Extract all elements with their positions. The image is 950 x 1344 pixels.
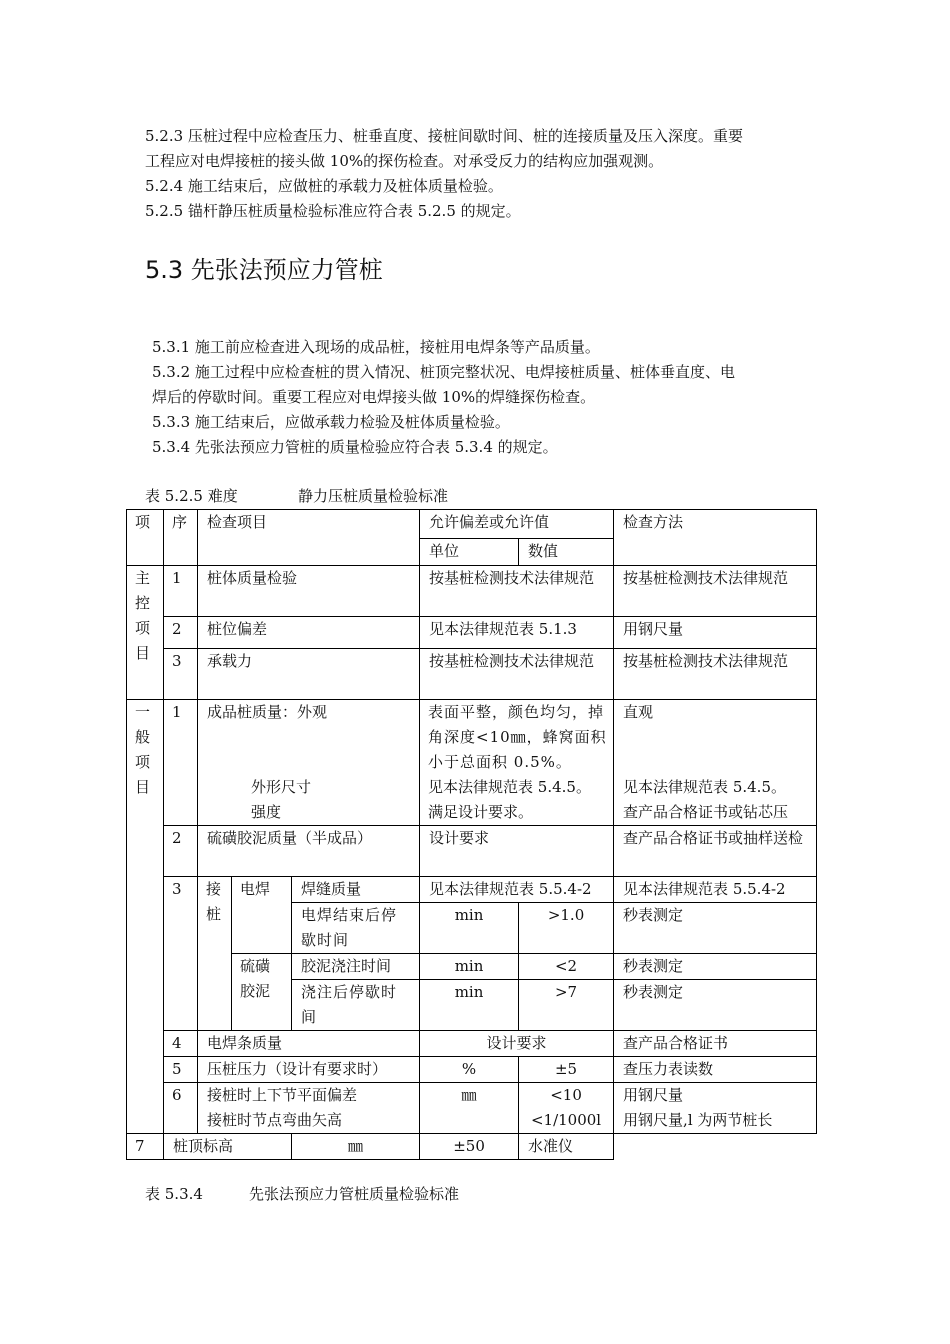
table-row xyxy=(127,649,817,700)
seq-cell: 4 xyxy=(164,1031,198,1057)
header-allowance: 允许偏差或允许值 xyxy=(420,510,614,539)
item-appearance: 成品桩质量：外观 xyxy=(207,703,328,721)
value-bend-height: <1/1000l xyxy=(530,1111,602,1129)
seq-cell: 3 xyxy=(164,877,198,1031)
method-cell xyxy=(614,1083,817,1134)
table-row xyxy=(127,1057,817,1083)
para-5-3-4: 5.3.4 先张法预应力管桩的质量检验应符合表 5.3.4 的规定。 xyxy=(152,438,558,456)
weld-stop-unit: min xyxy=(420,903,519,954)
method-strength: 查产品合格证书或钻芯压 xyxy=(623,803,789,821)
weld-quality-allowance: 见本法律规范表 5.5.4-2 xyxy=(420,877,614,903)
seq-cell: 5 xyxy=(164,1057,198,1083)
allowance-shape-size: 见本法律规范表 5.4.5。 xyxy=(428,778,591,796)
method-cell: 按基桩检测技术法律规范 xyxy=(614,649,817,700)
item-bend-height: 接桩时节点弯曲矢高 xyxy=(207,1111,343,1129)
table-5-2-5-title: 静力压桩质量检验标准 xyxy=(298,487,449,505)
method-cell: 按基桩检测技术法律规范 xyxy=(614,566,817,617)
method-cell: 用钢尺量 xyxy=(614,617,817,649)
sulfur-label: 硫磺胶泥 xyxy=(232,954,292,1031)
method-cell: 水准仪 xyxy=(519,1134,614,1160)
allowance-cell: 按基桩检测技术法律规范 xyxy=(420,649,614,700)
check-item-cell: 桩体质量检验 xyxy=(198,566,420,617)
table-5-2-5 xyxy=(126,509,817,1160)
table-row xyxy=(127,1031,817,1057)
item-shape-size: 外形尺寸 xyxy=(251,778,312,796)
check-item-cell: 桩顶标高 xyxy=(164,1134,292,1160)
pour-stop-unit: min xyxy=(420,980,519,1031)
allowance-strength: 满足设计要求。 xyxy=(428,803,534,821)
splice-label: 接桩 xyxy=(198,877,232,1031)
item-strength: 强度 xyxy=(251,803,282,821)
weld-stop-value: >1.0 xyxy=(519,903,614,954)
allowance-appearance: 表面平整，颜色均匀，掉角深度<10㎜，蜂窝面积小于总面积 0.5%。 xyxy=(428,703,607,771)
unit-cell: ㎜ xyxy=(292,1134,420,1160)
table-row xyxy=(127,1083,817,1134)
allowance-cell: 设计要求 xyxy=(420,1031,614,1057)
method-plane-deviation: 用钢尺量 xyxy=(623,1086,684,1104)
pour-time-value: <2 xyxy=(519,954,614,980)
weld-quality-item: 焊缝质量 xyxy=(292,877,420,903)
para-5-2-3-line2: 工程应对电焊接桩的接头做 10%的探伤检查。对承受反力的结构应加强观测。 xyxy=(145,152,664,170)
check-item-cell: 电焊条质量 xyxy=(198,1031,420,1057)
table-row xyxy=(127,877,817,903)
table-row xyxy=(127,566,817,617)
method-cell xyxy=(614,700,817,826)
allowance-cell xyxy=(420,700,614,826)
header-check-item: 检查项目 xyxy=(198,510,420,566)
seq-cell: 1 xyxy=(164,700,198,826)
table-row xyxy=(127,700,817,826)
value-cell xyxy=(519,1083,614,1134)
pour-stop-value: >7 xyxy=(519,980,614,1031)
item-plane-deviation: 接桩时上下节平面偏差 xyxy=(207,1086,358,1104)
header-unit: 单位 xyxy=(420,539,519,566)
unit-cell: % xyxy=(420,1057,519,1083)
method-appearance: 直观 xyxy=(623,703,654,721)
section-heading-5-3: 5.3 先张法预应力管桩 xyxy=(145,256,383,284)
para-5-3-2-line1: 5.3.2 施工过程中应检查桩的贯入情况、桩顶完整状况、电焊接桩质量、桩体垂直度、电 xyxy=(152,363,735,381)
para-5-3-2-line2: 焊后的停歇时间。重要工程应对电焊接头做 10%的焊缝探伤检查。 xyxy=(152,388,596,406)
method-bend-height: 用钢尺量,l 为两节桩长 xyxy=(623,1111,773,1129)
weld-quality-method: 见本法律规范表 5.5.4-2 xyxy=(614,877,817,903)
table-row xyxy=(127,617,817,649)
pour-stop-item: 浇注后停歇时间 xyxy=(292,980,420,1031)
table-row xyxy=(127,1134,817,1160)
pour-time-item: 胶泥浇注时间 xyxy=(292,954,420,980)
pour-time-unit: min xyxy=(420,954,519,980)
pour-time-method: 秒表测定 xyxy=(614,954,817,980)
seq-cell: 3 xyxy=(164,649,198,700)
para-5-2-4: 5.2.4 施工结束后，应做桩的承载力及桩体质量检验。 xyxy=(145,177,503,195)
group-main-control: 主控项目 xyxy=(127,566,164,700)
method-cell: 查产品合格证书或抽样送检 xyxy=(614,826,817,877)
para-5-3-3: 5.3.3 施工结束后，应做承载力检验及桩体质量检验。 xyxy=(152,413,510,431)
check-item-cell: 桩位偏差 xyxy=(198,617,420,649)
weld-stop-method: 秒表测定 xyxy=(614,903,817,954)
seq-cell: 2 xyxy=(164,826,198,877)
value-cell: ±5 xyxy=(519,1057,614,1083)
seq-cell: 2 xyxy=(164,617,198,649)
header-value: 数值 xyxy=(519,539,614,566)
para-5-2-3-line1: 5.2.3 压桩过程中应检查压力、桩垂直度、接桩间歇时间、桩的连接质量及压入深度。重要 xyxy=(145,127,743,145)
weld-stop-item: 电焊结束后停歇时间 xyxy=(292,903,420,954)
table-5-3-4-number: 表 5.3.4 xyxy=(145,1185,203,1203)
method-shape-size: 见本法律规范表 5.4.5。 xyxy=(623,778,786,796)
value-plane-deviation: <10 xyxy=(550,1086,582,1104)
method-cell: 查产品合格证书 xyxy=(614,1031,817,1057)
seq-cell: 6 xyxy=(164,1083,198,1134)
pour-stop-method: 秒表测定 xyxy=(614,980,817,1031)
check-item-cell xyxy=(198,700,420,826)
table-5-3-4-title: 先张法预应力管桩质量检验标准 xyxy=(249,1185,460,1203)
allowance-cell: 见本法律规范表 5.1.3 xyxy=(420,617,614,649)
unit-cell: ㎜ xyxy=(420,1083,519,1134)
allowance-cell: 按基桩检测技术法律规范 xyxy=(420,566,614,617)
check-item-cell: 硫磺胶泥质量（半成品） xyxy=(198,826,420,877)
check-item-cell xyxy=(198,1083,420,1134)
header-item: 项 xyxy=(127,510,164,566)
check-item-cell: 承载力 xyxy=(198,649,420,700)
allowance-cell: 设计要求 xyxy=(420,826,614,877)
header-seq: 序 xyxy=(164,510,198,566)
table-5-2-5-number: 表 5.2.5 难度 xyxy=(145,487,238,505)
weld-label: 电焊 xyxy=(232,877,292,954)
header-check-method: 检查方法 xyxy=(614,510,817,566)
group-general: 一般项目 xyxy=(127,700,164,1134)
para-5-2-5: 5.2.5 锚杆静压桩质量检验标准应符合表 5.2.5 的规定。 xyxy=(145,202,521,220)
method-cell: 查压力表读数 xyxy=(614,1057,817,1083)
check-item-cell: 压桩压力（设计有要求时） xyxy=(198,1057,420,1083)
seq-cell: 1 xyxy=(164,566,198,617)
para-5-3-1: 5.3.1 施工前应检查进入现场的成品桩，接桩用电焊条等产品质量。 xyxy=(152,338,600,356)
value-cell: ±50 xyxy=(420,1134,519,1160)
seq-cell: 7 xyxy=(127,1134,164,1160)
table-row xyxy=(127,826,817,877)
